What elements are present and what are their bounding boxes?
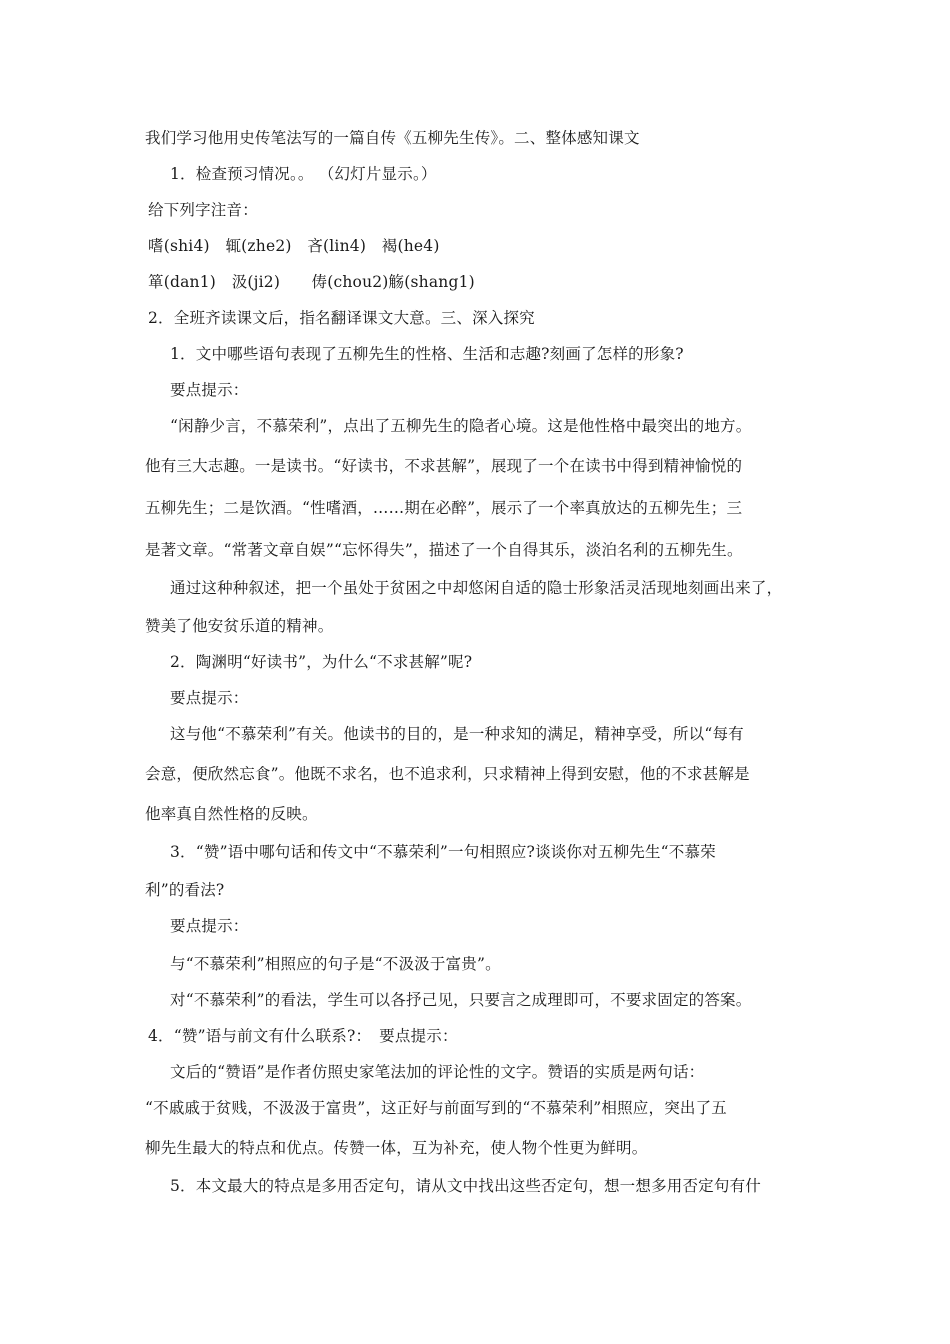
text-line: 与“不慕荣利”相照应的句子是“不汲汲于富贵”。 — [170, 955, 501, 973]
text-line: 1．检查预习情况。。 （幻灯片显示。） — [170, 165, 437, 183]
text-line: 是著文章。“常著文章自娱”“忘怀得失”，描述了一个自得其乐，淡泊名利的五柳先生。 — [145, 541, 743, 559]
text-line: 对“不慕荣利”的看法，学生可以各抒己见，只要言之成理即可，不要求固定的答案。 — [170, 991, 752, 1009]
text-line: 这与他“不慕荣利”有关。他读书的目的，是一种求知的满足，精神享受，所以“每有 — [170, 725, 744, 743]
text-line: 1．文中哪些语句表现了五柳先生的性格、生活和志趣?刻画了怎样的形象? — [170, 345, 684, 363]
text-line: 要点提示： — [170, 381, 249, 399]
text-line: 他有三大志趣。一是读书。“好读书，不求甚解”，展现了一个在读书中得到精神愉悦的 — [145, 457, 743, 475]
text-line: 要点提示： — [170, 689, 249, 707]
text-line: 柳先生最大的特点和优点。传赞一体，互为补充，使人物个性更为鲜明。 — [145, 1139, 648, 1157]
text-line: 会意，便欣然忘食”。他既不求名，也不追求利，只求精神上得到安慰，他的不求甚解是 — [145, 765, 750, 783]
text-line: 赞美了他安贫乐道的精神。 — [145, 617, 334, 635]
text-line: 4．“赞”语与前文有什么联系?： 要点提示： — [148, 1027, 458, 1045]
text-line: 箪(dan1) 汲(ji2) 俦(chou2)觞(shang1) — [148, 273, 475, 291]
text-line: 通过这种种叙述，把一个虽处于贫困之中却悠闲自适的隐士形象活灵活现地刻画出来了， — [170, 579, 783, 597]
text-line: 我们学习他用史传笔法写的一篇自传《五柳先生传》。二、整体感知课文 — [145, 129, 640, 147]
text-line: 给下列字注音： — [148, 201, 258, 219]
text-line: “闲静少言，不慕荣利”，点出了五柳先生的隐者心境。这是他性格中最突出的地方。 — [170, 417, 752, 435]
text-line: 利”的看法? — [145, 881, 225, 899]
text-line: 他率真自然性格的反映。 — [145, 805, 318, 823]
text-line: 文后的“赞语”是作者仿照史家笔法加的评论性的文字。赞语的实质是两句话： — [170, 1063, 705, 1081]
text-line: 5．本文最大的特点是多用否定句，请从文中找出这些否定句，想一想多用否定句有什 — [170, 1177, 761, 1195]
text-line: 嗜(shi4) 辄(zhe2) 吝(lin4) 褐(he4) — [148, 237, 440, 255]
text-line: 2．陶渊明“好读书”，为什么“不求甚解”呢? — [170, 653, 473, 671]
text-line: 五柳先生；二是饮酒。“性嗜酒，……期在必醉”，展示了一个率真放达的五柳先生；三 — [145, 499, 743, 517]
text-line: “不戚戚于贫贱，不汲汲于富贵”，这正好与前面写到的“不慕荣利”相照应，突出了五 — [145, 1099, 727, 1117]
text-line: 要点提示： — [170, 917, 249, 935]
text-line: 2．全班齐读课文后，指名翻译课文大意。三、深入探究 — [148, 309, 535, 327]
text-line: 3．“赞”语中哪句话和传文中“不慕荣利”一句相照应?谈谈你对五柳先生“不慕荣 — [170, 843, 716, 861]
